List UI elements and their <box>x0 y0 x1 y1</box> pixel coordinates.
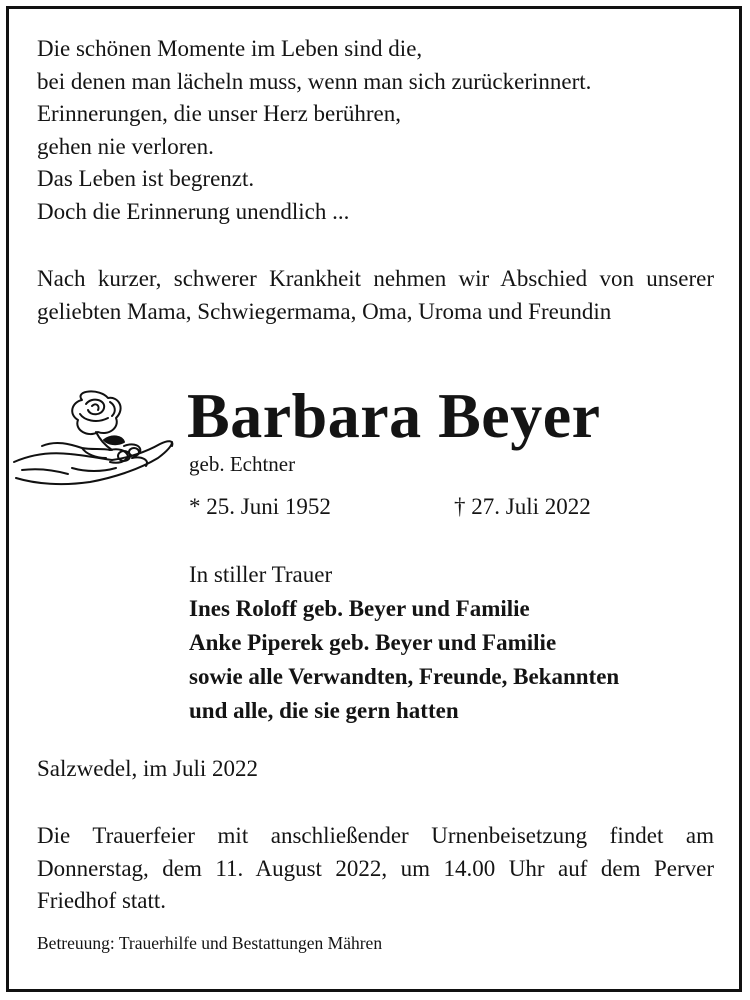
poem-line: Die schönen Momente im Leben sind die, <box>37 36 423 61</box>
mourning-heading: In stiller Trauer <box>189 562 333 587</box>
mourner-line: und alle, die sie gern hatten <box>189 698 459 723</box>
poem-line: gehen nie verloren. <box>37 133 214 159</box>
death-date: † 27. Juli 2022 <box>454 494 591 519</box>
mourner-line: Anke Piperek geb. Beyer und Familie <box>189 630 557 655</box>
poem-line: Das Leben ist begrenzt. <box>37 166 255 191</box>
mourner-line: Ines Roloff geb. Beyer und Familie <box>189 596 530 621</box>
deceased-name: Barbara Beyer <box>187 380 601 451</box>
poem-line: bei denen man lächeln muss, wenn man sich zurückerinnert. <box>37 68 592 94</box>
poem <box>37 33 591 228</box>
intro-text: Nach kurzer, schwerer Krankheit nehmen wir Abschied von unserer geliebten Mama, Schwiegermama, Oma, Uroma und Freundin <box>37 266 714 324</box>
maiden-name: geb. Echtner <box>189 452 296 476</box>
mourners-block <box>189 558 619 728</box>
service-info: Die Trauerfeier mit anschließender Urnenbeisetzung findet am Donnerstag, dem 11. August 2022, um 14.00 Uhr auf dem Perver Friedhof statt. <box>37 823 714 913</box>
poem-line: Erinnerungen, die unser Herz berühren, <box>37 101 402 126</box>
poem-line: Doch die Erinnerung unendlich ... <box>37 198 350 224</box>
birth-date: * 25. Juni 1952 <box>189 494 331 519</box>
place-date: Salzwedel, im Juli 2022 <box>37 756 259 781</box>
funeral-home-credit: Betreuung: Trauerhilfe und Bestattungen Mähren <box>37 933 383 953</box>
mourner-line: sowie alle Verwandten, Freunde, Bekannten <box>189 664 620 689</box>
rose-in-hands-icon <box>12 388 176 494</box>
